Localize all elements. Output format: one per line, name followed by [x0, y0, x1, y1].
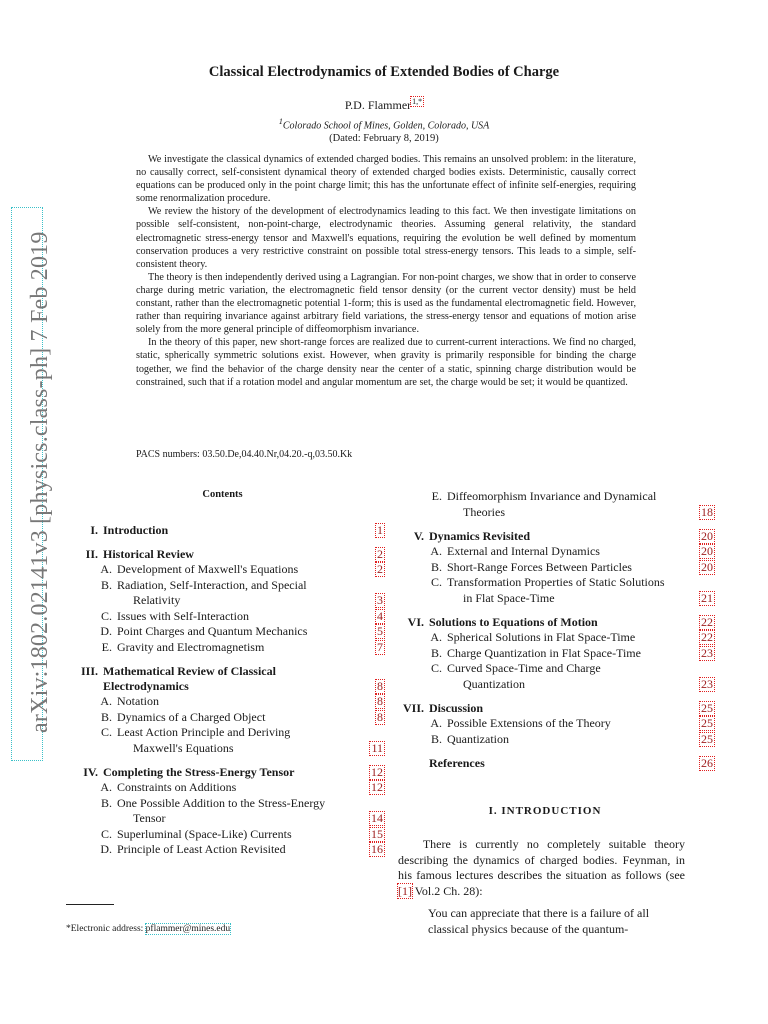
- toc-number: B.: [100, 795, 112, 810]
- toc-title: Spherical Solutions in Flat Space-Time: [447, 630, 636, 644]
- toc-title: Short-Range Forces Between Particles: [447, 559, 632, 574]
- toc-title: Constraints on Additions: [117, 780, 237, 794]
- toc-title: Historical Review: [103, 547, 194, 561]
- pacs-numbers: PACS numbers: 03.50.De,04.40.Nr,04.20.-q,03.50.Kk: [136, 449, 353, 460]
- toc-page-link[interactable]: 1: [377, 523, 383, 537]
- toc-subsection-entry: [396, 661, 714, 676]
- toc-subsection-entry: [396, 489, 714, 504]
- toc-page-link[interactable]: 15: [371, 826, 383, 841]
- toc-title: Point Charges and Quantum Mechanics: [117, 624, 308, 638]
- toc-title: External and Internal Dynamics: [447, 544, 600, 558]
- toc-title-continuation: Maxwell's Equations: [133, 740, 234, 755]
- toc-number: E.: [431, 489, 442, 503]
- toc-section-entry: [60, 523, 384, 538]
- toc-page-link[interactable]: 2: [377, 547, 383, 561]
- toc-page-link[interactable]: 26: [701, 756, 713, 770]
- toc-page-link[interactable]: 11: [371, 740, 383, 755]
- toc-title: Development of Maxwell's Equations: [117, 562, 299, 576]
- toc-subsection-entry: [396, 646, 714, 661]
- toc-subsection-entry: [60, 827, 384, 842]
- toc-section-entry: [396, 701, 714, 716]
- toc-left-column: [60, 0, 384, 1024]
- toc-page-link[interactable]: 2: [377, 562, 383, 576]
- toc-number: VI.: [407, 615, 424, 629]
- toc-title: Transformation Properties of Static Solutions: [447, 575, 665, 589]
- footnote: [66, 924, 230, 934]
- toc-title-continuation: Relativity: [133, 593, 181, 607]
- toc-number: C.: [430, 661, 442, 675]
- section-heading-introduction: I. INTRODUCTION: [488, 805, 602, 817]
- author-name: P.D. Flammer: [344, 98, 412, 112]
- toc-subsection-entry: [60, 796, 384, 811]
- toc-page-link[interactable]: 7: [377, 639, 383, 654]
- toc-number: B.: [430, 645, 442, 660]
- toc-section-entry: [396, 756, 714, 771]
- abstract-paragraph: The theory is then independently derived using a Lagrangian. For non-point charges, we show that in order to conserve charge during metric variation, the electromagnetic field tensor density (or the current vector density) must be held constant, rather than the electromagnetic potential 1-form; this is used as the fundamental electromagnetic field. However, rather than requiring invariance against arbitrary field variations, the stress-energy tensor and equations of motion arise solely from the more general principle of diffeomorphism invariance.: [136, 271, 636, 336]
- toc-number: B.: [430, 731, 442, 746]
- toc-title: Dynamics Revisited: [429, 529, 530, 543]
- toc-number: I.: [90, 523, 98, 537]
- toc-section-entry: [60, 547, 384, 562]
- toc-title: References: [429, 756, 485, 770]
- toc-number: V.: [413, 529, 424, 543]
- intro-text-tail: Vol.2 Ch. 28):: [412, 883, 483, 898]
- toc-title-continuation: Tensor: [133, 811, 166, 825]
- email-link[interactable]: pflammer@mines.edu: [145, 924, 231, 934]
- toc-title: Radiation, Self-Interaction, and Special: [117, 577, 307, 592]
- contents-heading: Contents: [202, 489, 243, 500]
- dated-line: (Dated: February 8, 2019): [329, 133, 439, 144]
- toc-title: Completing the Stress-Energy Tensor: [103, 765, 295, 779]
- toc-subsection-entry: [60, 710, 384, 725]
- toc-title: Gravity and Electromagnetism: [117, 639, 265, 654]
- toc-title: Discussion: [429, 701, 484, 715]
- toc-page-link[interactable]: 21: [701, 590, 713, 605]
- intro-text: There is currently no completely suitable theory describing the dynamics of charged bodies. Feynman, in his famous lectures describes the situation as follows (see: [398, 837, 686, 882]
- toc-subsection-entry: [60, 640, 384, 655]
- toc-page-link[interactable]: 25: [701, 716, 713, 730]
- toc-section-entry: [60, 765, 384, 780]
- affiliation-text: Colorado School of Mines, Golden, Colorado, USA: [282, 120, 490, 132]
- toc-subsection-entry: [396, 732, 714, 747]
- toc-number: A.: [430, 544, 442, 558]
- toc-number: A.: [100, 562, 112, 576]
- toc-number: III.: [80, 664, 98, 678]
- toc-section-entry: [60, 664, 384, 679]
- abstract-paragraph: We investigate the classical dynamics of extended charged bodies. This remains an unsolved problem: in the literature, no causally correct, self-consistent dynamical theory of extended charged bodies exists. Deterministic, causally correct equations can be produced only in the point charge limit; this has the unfortunate effect of infinite self-energies, requiring some renormalization procedure.: [136, 154, 636, 205]
- toc-subsection-entry: [60, 624, 384, 639]
- toc-subsection-entry: [396, 575, 714, 590]
- toc-number: C.: [430, 575, 442, 589]
- toc-subsection-entry: [60, 562, 384, 577]
- toc-subsection-entry: [60, 609, 384, 624]
- toc-page-link[interactable]: 8: [377, 709, 383, 724]
- toc-section-entry: [396, 615, 714, 630]
- toc-title: One Possible Addition to the Stress-Energy: [117, 795, 326, 810]
- abstract-paragraph: We review the history of the development of electrodynamics leading to this fact. We then investigate limitations on possible self-consistent, non-point-charge, electrodynamic theories. Assuming general relativity, the standard electromagnetic stress-energy tensor and Maxwell's equations, requiring the evolution be well defined by momentum conservation produces a very restrictive constraint on possible total stress-energy tensors. This leads to a simple, self-consistent theory.: [136, 206, 636, 270]
- toc-page-link[interactable]: 18: [701, 504, 713, 519]
- toc-page-link[interactable]: 23: [701, 676, 713, 691]
- toc-page-link[interactable]: 20: [701, 529, 713, 543]
- toc-subsection-entry: [396, 716, 714, 731]
- toc-title: Diffeomorphism Invariance and Dynamical: [447, 489, 657, 503]
- toc-title: Least Action Principle and Deriving: [117, 725, 291, 739]
- toc-number: VII.: [402, 701, 424, 715]
- toc-number: B.: [100, 709, 112, 724]
- toc-number: A.: [100, 780, 112, 794]
- toc-number: D.: [100, 624, 112, 638]
- toc-title: Introduction: [103, 523, 169, 537]
- abstract-paragraph: In the theory of this paper, new short-range forces are realized due to current-current interactions. We find no charged, static, spherically symmetric solutions exist. However, when gravity is primarily responsible for binding the charge together, we find the behavior of the charge density near the center of a static, spinning charge distribution would be constrained, such that if a rotation model and angular momentum are set, the charge would be set; it would be quantized.: [136, 337, 636, 388]
- toc-title: Possible Extensions of the Theory: [447, 716, 611, 730]
- author-footnote-link[interactable]: 1,*: [412, 97, 423, 106]
- affiliation-mark: 1: [278, 117, 283, 126]
- toc-page-link[interactable]: 3: [377, 593, 383, 607]
- toc-number: E.: [101, 639, 112, 654]
- toc-number: B.: [430, 559, 442, 574]
- toc-title: Notation: [117, 694, 159, 708]
- toc-title: Dynamics of a Charged Object: [117, 709, 266, 724]
- toc-number: II.: [85, 547, 98, 561]
- footnote-rule: [66, 904, 114, 905]
- toc-number: B.: [100, 577, 112, 592]
- arxiv-stamp[interactable]: [12, 208, 53, 760]
- toc-page-link[interactable]: 12: [371, 780, 383, 794]
- toc-title: Curved Space-Time and Charge: [447, 661, 601, 675]
- toc-title-continuation: Theories: [463, 504, 505, 519]
- toc-number: D.: [100, 842, 112, 856]
- paper-title: Classical Electrodynamics of Extended Bodies of Charge: [208, 64, 560, 80]
- toc-page-link[interactable]: 16: [371, 842, 383, 856]
- intro-paragraph: [398, 837, 685, 899]
- toc-page-link[interactable]: 22: [701, 630, 713, 644]
- toc-title-continuation: Quantization: [463, 676, 525, 691]
- toc-number: A.: [100, 694, 112, 708]
- toc-title: Quantization: [447, 731, 509, 746]
- toc-number: C.: [100, 608, 112, 623]
- toc-title-continuation: Electrodynamics: [103, 679, 189, 693]
- toc-subsection-entry: [60, 694, 384, 709]
- toc-page-link[interactable]: 14: [371, 811, 383, 825]
- toc-page-link[interactable]: 12: [371, 765, 383, 779]
- toc-number: C.: [100, 826, 112, 841]
- toc-number: A.: [430, 716, 442, 730]
- toc-title: Solutions to Equations of Motion: [429, 615, 598, 629]
- toc-title: Charge Quantization in Flat Space-Time: [447, 645, 641, 660]
- toc-page-link[interactable]: 20: [701, 559, 713, 574]
- footnote-label: *Electronic address:: [66, 924, 146, 934]
- toc-subsection-entry: [60, 725, 384, 740]
- toc-page-link[interactable]: 5: [377, 624, 383, 638]
- toc-number: A.: [430, 630, 442, 644]
- toc-subsection-entry: [396, 630, 714, 645]
- toc-page-link[interactable]: 8: [377, 694, 383, 708]
- toc-number: IV.: [83, 765, 98, 779]
- toc-section-entry: [396, 529, 714, 544]
- toc-title-continuation: in Flat Space-Time: [463, 590, 555, 605]
- toc-title: Issues with Self-Interaction: [117, 608, 249, 623]
- toc-page-link[interactable]: 25: [701, 701, 713, 715]
- toc-subsection-entry: [60, 578, 384, 593]
- toc-page-link[interactable]: 4: [377, 608, 383, 623]
- toc-page-link[interactable]: 22: [701, 615, 713, 629]
- toc-title: Mathematical Review of Classical: [103, 664, 276, 678]
- arxiv-id: arXiv:1802.02141v3 [physics.class-ph] 7 Feb 2019: [27, 231, 53, 733]
- toc-subsection-entry: [396, 560, 714, 575]
- toc-number: C.: [100, 725, 112, 739]
- toc-subsection-entry: [396, 544, 714, 559]
- toc-page-link[interactable]: 8: [377, 679, 383, 693]
- toc-title: Superluminal (Space-Like) Currents: [117, 826, 292, 841]
- block-quote: You can appreciate that there is a failure of all classical physics because of the quantum-: [428, 906, 650, 936]
- toc-subsection-entry: [60, 842, 384, 857]
- toc-title: Principle of Least Action Revisited: [117, 842, 286, 856]
- toc-page-link[interactable]: 23: [701, 645, 713, 660]
- citation-link[interactable]: [1]: [398, 883, 412, 898]
- toc-subsection-entry: [60, 780, 384, 795]
- toc-page-link[interactable]: 25: [701, 731, 713, 746]
- toc-page-link[interactable]: 20: [701, 544, 713, 558]
